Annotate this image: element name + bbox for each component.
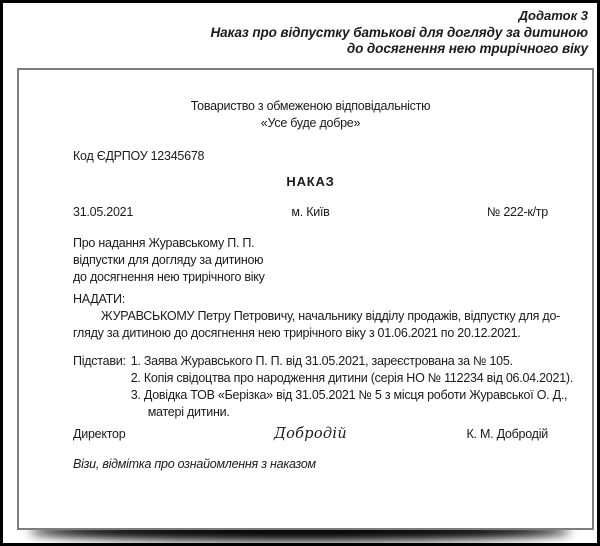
page-header xyxy=(211,8,588,58)
signer-position: Директор xyxy=(73,427,126,441)
basis-item: 2. Копія свідоцтва про народження дитини (серія НО № 112234 від 06.04.2021). xyxy=(130,371,574,385)
basis-item: 1. Заява Журавського П. П. від 31.05.2021, зареєстрована за № 105. xyxy=(130,354,513,368)
edrpou-code: Код ЄДРПОУ 12345678 xyxy=(73,149,205,163)
order-document-page xyxy=(17,68,594,530)
order-date: 31.05.2021 xyxy=(73,205,134,219)
company-name-line2: «Усе буде добре» xyxy=(260,116,361,130)
basis-items xyxy=(131,353,573,421)
resolution-text-line: гляду за дитиною до досягнення нею трирічного віку з 01.06.2021 по 20.12.2021. xyxy=(73,326,521,340)
document-title-line1: Наказ про відпустку батькові для догляду за дитиною xyxy=(210,24,588,40)
basis-label: Підстави: xyxy=(73,354,126,368)
subject-line: відпустки для догляду за дитиною xyxy=(73,253,264,267)
basis-item-continuation: матері дитини. xyxy=(147,405,230,419)
document-title-line2: до досягнення нею трирічного віку xyxy=(346,41,588,56)
signature-row xyxy=(73,426,548,443)
appendix-label: Додаток 3 xyxy=(518,8,588,23)
resolution-heading: НАДАТИ: xyxy=(73,292,125,306)
subject-line: Про надання Журавському П. П. xyxy=(73,236,255,250)
basis-block xyxy=(73,353,574,421)
order-meta-row xyxy=(73,204,548,221)
visa-note: Візи, відмітка про ознайомлення з наказом xyxy=(73,457,316,471)
signer-name: К. М. Добродій xyxy=(466,427,548,441)
basis-item: 3. Довідка ТОВ «Берізка» від 31.05.2021 № 5 з місця роботи Журавської О. Д., xyxy=(130,388,568,402)
subject-block xyxy=(73,235,548,286)
resolution-text-line: ЖУРАВСЬКОМУ Петру Петровичу, начальнику відділу продажів, відпустку для до- xyxy=(101,309,561,323)
company-name-line1: Товариство з обмеженою відповідальністю xyxy=(190,99,431,113)
subject-line: до досягнення нею трирічного віку xyxy=(73,270,265,284)
order-number: № 222-к/тр xyxy=(486,205,548,219)
order-city: м. Київ xyxy=(291,205,330,219)
company-name-block xyxy=(73,98,548,132)
handwritten-signature: Добродій xyxy=(274,426,347,442)
doc-type-heading: НАКАЗ xyxy=(286,174,335,189)
